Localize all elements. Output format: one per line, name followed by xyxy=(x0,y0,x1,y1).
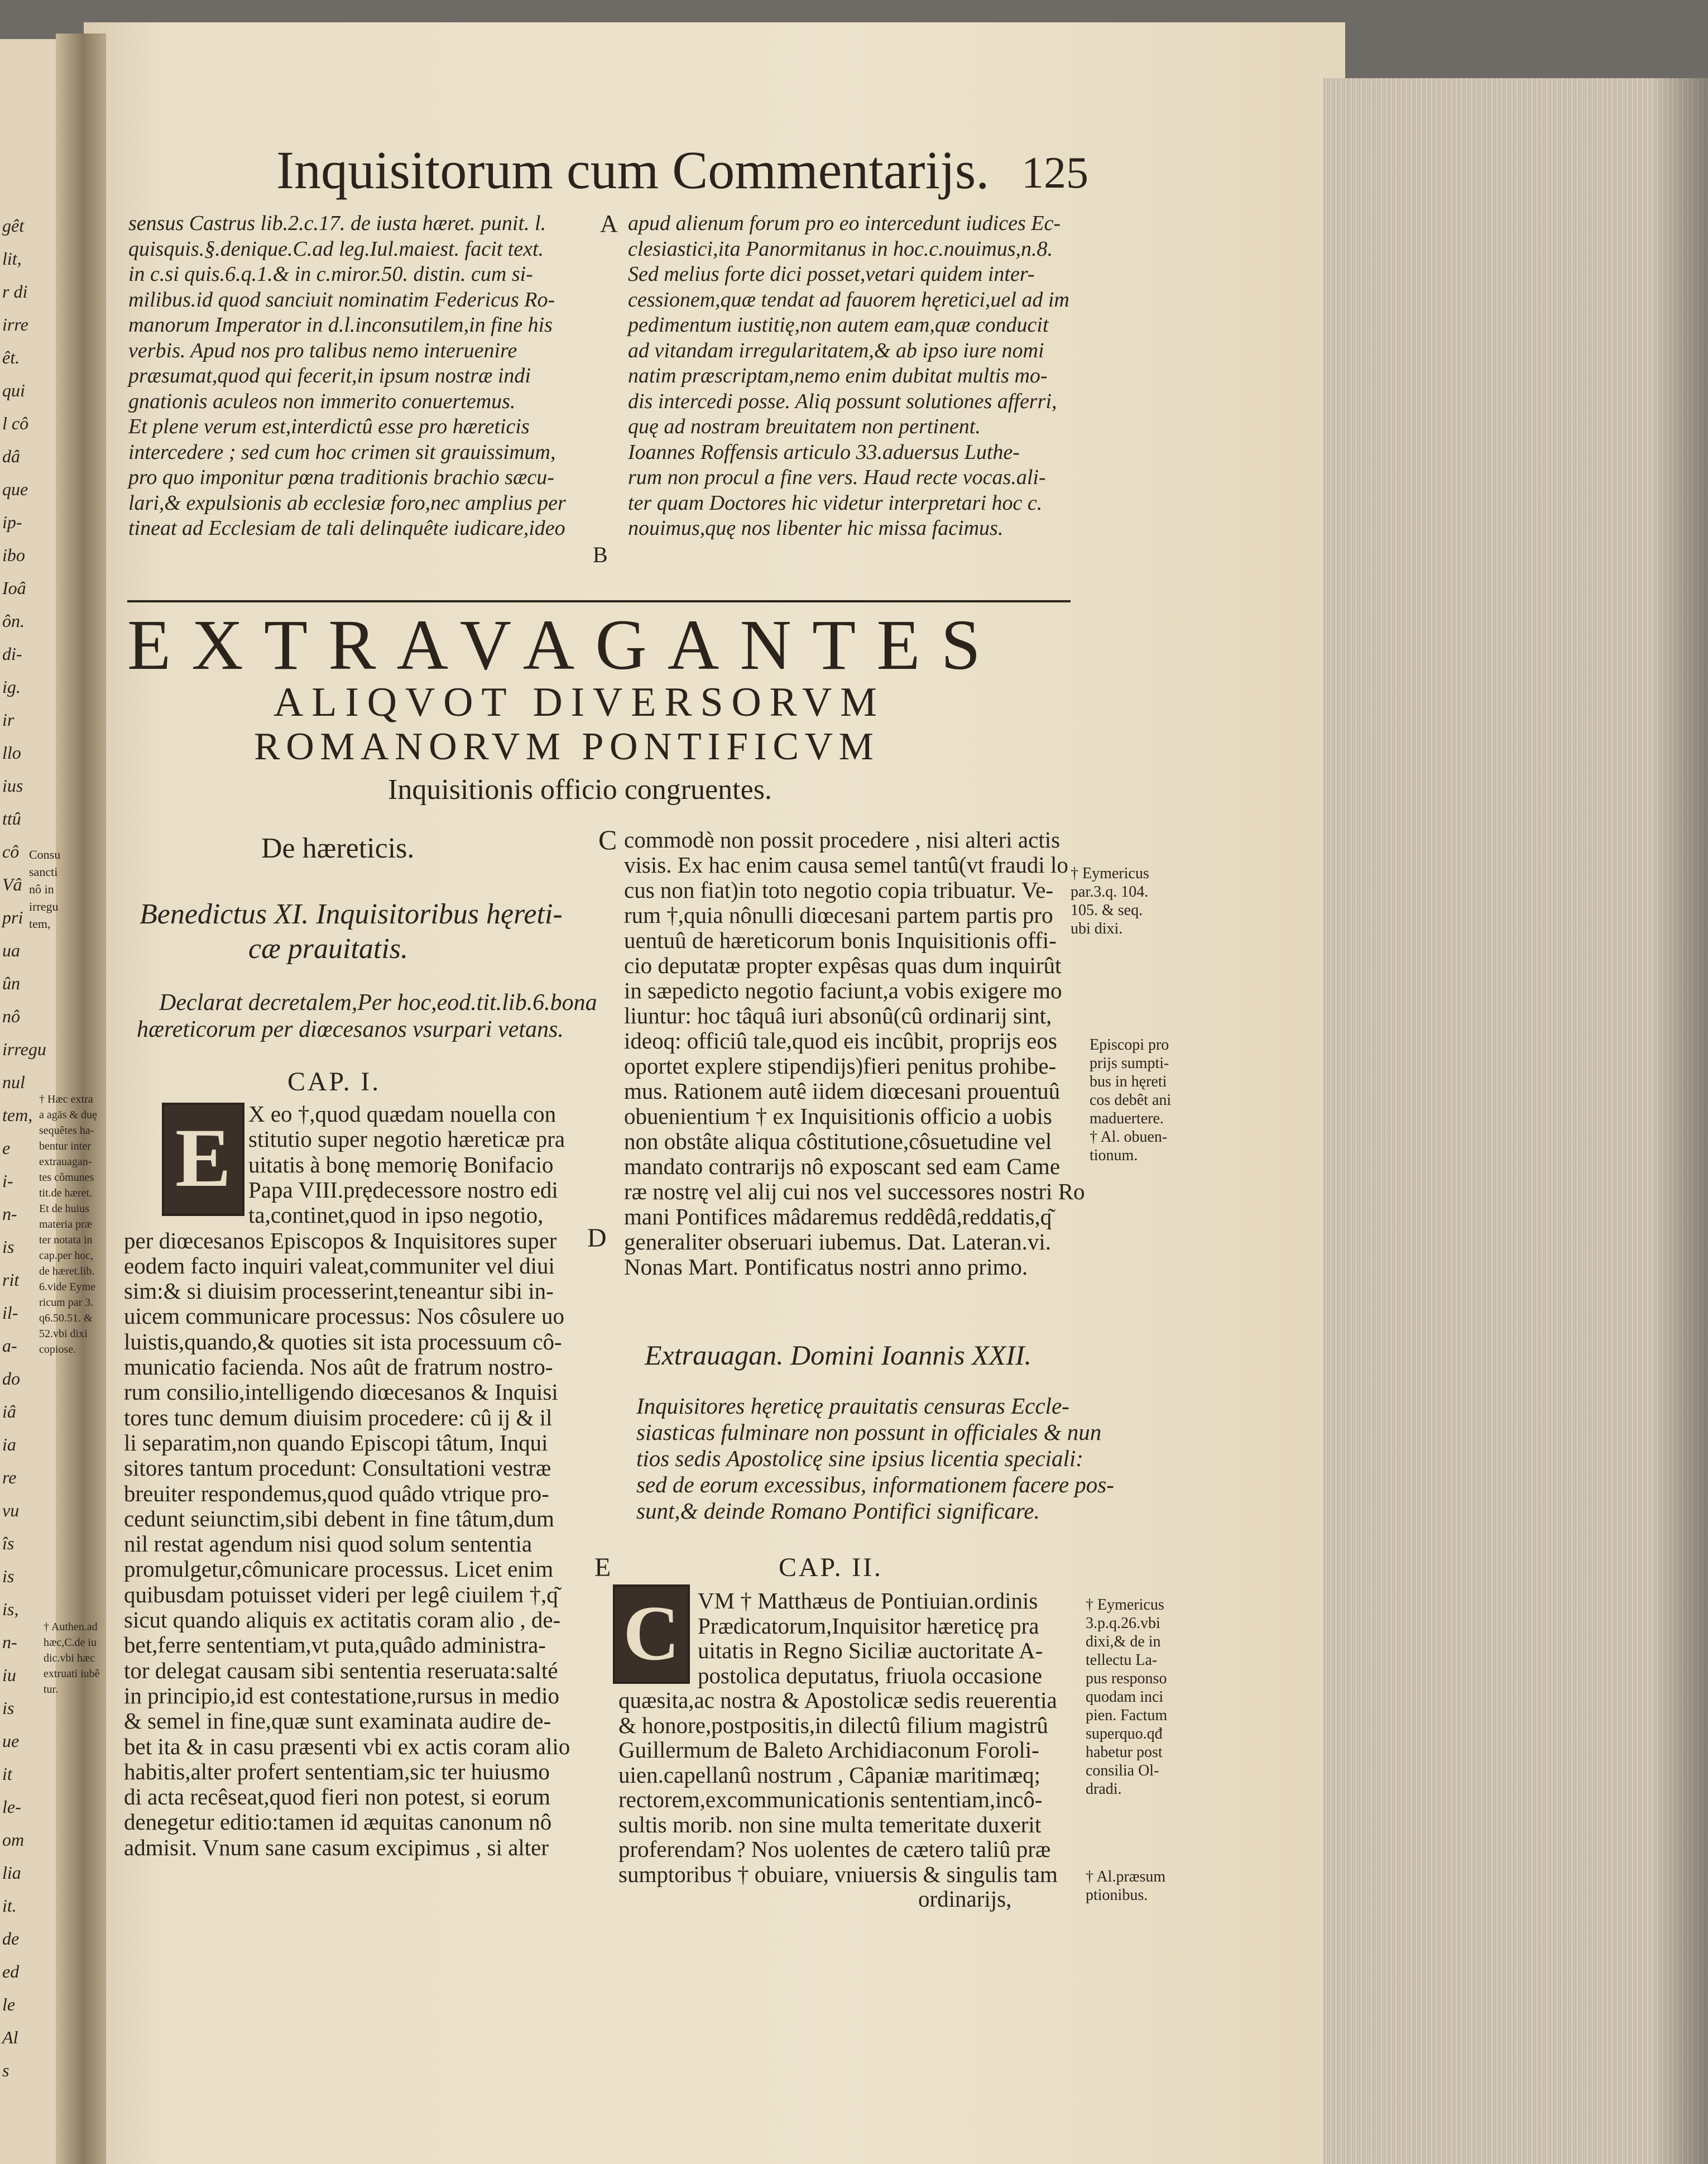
summary-line-2: hæreticorum per diœcesanos vsurpari vetans. xyxy=(137,1017,564,1042)
body-line: sitores tantum procedunt: Consultationi vestræ xyxy=(124,1455,551,1481)
margin-note-line: a agäs & duę xyxy=(39,1109,97,1121)
body-line: stitutio super negotio hæreticæ pra xyxy=(248,1126,565,1152)
left-page-fragment: iu xyxy=(2,1665,16,1685)
body-line: uitatis in Regno Siciliæ auctoritate A- xyxy=(698,1638,1043,1663)
left-page-fragment: rit xyxy=(2,1270,20,1290)
top-right-line: pedimentum iustitię,non autem eam,quæ conducit xyxy=(628,313,1049,337)
top-right-line: Sed melius forte dici posset,vetari quidem inter- xyxy=(628,262,1035,286)
margin-note-line: cap.per hoc, xyxy=(39,1249,94,1262)
margin-note-line: consilia Ol- xyxy=(1086,1762,1159,1779)
body-line: Prædicatorum,Inquisitor hæreticę pra xyxy=(698,1612,1039,1639)
left-page-fragment: nô xyxy=(2,1006,20,1026)
margin-note-line: tit.de hæret. xyxy=(39,1187,92,1199)
body-line: mandato contrarijs nô exposcant sed eam Came xyxy=(624,1153,1061,1179)
left-page-fragment: ia xyxy=(2,1434,16,1454)
body-line: li separatim,non quando Episcopi tâtum, Inqui xyxy=(124,1429,548,1456)
top-left-line: verbis. Apud nos pro talibus nemo interuenire xyxy=(128,338,517,362)
top-right-line: ter quam Doctores hic videtur interpretari hoc c. xyxy=(628,491,1043,515)
decorated-initial-e: E xyxy=(162,1103,244,1216)
top-left-line: sensus Castrus lib.2.c.17. de iusta hæret. punit. l. xyxy=(128,212,546,235)
top-left-line: tineat ad Ecclesiam de tali delinquête iudicare,ideo xyxy=(128,516,565,540)
top-left-line: præsumat,quod qui fecerit,in ipsum nostræ indi xyxy=(128,364,531,387)
body-line: eodem facto inquiri valeat,communiter vel diui xyxy=(124,1252,555,1279)
left-page-fragment: om xyxy=(2,1830,25,1850)
summary-line: tios sedis Apostolicę sine ipsius licentia speciali: xyxy=(636,1445,1083,1471)
margin-note-line: 105. & seq. xyxy=(1071,902,1143,919)
margin-note-line: ricum par 3. xyxy=(39,1296,94,1309)
body-line: ræ nostrę vel alij cui nos vel successores nostri Ro xyxy=(624,1179,1085,1204)
top-right-line: cessionem,quæ tendat ad fauorem hęretici,uel ad im xyxy=(628,288,1069,312)
heading-line-3: ROMANORVM PONTIFICVM xyxy=(254,725,880,768)
chapter-heading-1: CAP. I. xyxy=(287,1067,381,1097)
marker-d: D xyxy=(587,1223,607,1253)
body-line: generaliter obseruari iubemus. Dat. Lateran.vi. xyxy=(624,1229,1052,1255)
body-line: nil restat agendum nisi quod solum sententia xyxy=(124,1531,532,1557)
left-page-fragment: ip- xyxy=(2,512,22,532)
summary-line-1: Declarat decretalem,Per hoc,eod.tit.lib.6.bona xyxy=(159,990,597,1016)
heading-line-2: ALIQVOT DIVERSORVM xyxy=(274,679,885,725)
summary-line: sed de eorum excessibus, informationem facere pos- xyxy=(636,1472,1114,1497)
summary-line: Inquisitores hęreticę prauitatis censuras Eccle- xyxy=(636,1393,1069,1419)
margin-note-line: tur. xyxy=(44,1683,59,1696)
left-page-fragment: gêt xyxy=(2,216,25,236)
margin-note-line: ter notata in xyxy=(39,1234,93,1246)
body-line: cio deputatæ propter expêsas quas dum inquirût xyxy=(624,952,1062,978)
body-line: tores tunc demum diuisim procedere: cû ij & il xyxy=(124,1404,553,1430)
margin-note-line: par.3.q. 104. xyxy=(1071,883,1149,901)
page-number: 125 xyxy=(1021,149,1088,198)
body-line: promulgetur,cômunicare processus. Licet enim xyxy=(124,1556,554,1582)
left-page-fragment: nul xyxy=(2,1072,25,1092)
body-line: & honore,postpositis,in dilectû filium magistrû xyxy=(618,1712,1048,1738)
left-page-fragment: is xyxy=(2,1237,15,1257)
top-right-line: Ioannes Roffensis articulo 33.aduersus Luthe- xyxy=(628,440,1020,464)
left-page-fragment: Vâ xyxy=(2,874,22,894)
summary-line: sunt,& deinde Romano Pontifici significare. xyxy=(636,1498,1040,1524)
margin-note-line: sequêtes ha- xyxy=(39,1124,94,1137)
margin-note-line: maduertere. xyxy=(1090,1110,1164,1127)
body-line: rectorem,excommunicationis sententiam,incô- xyxy=(618,1787,1043,1812)
summary-line: siasticas fulminare non possunt in officiales & nun xyxy=(636,1419,1102,1445)
left-page-fragment: Al xyxy=(2,2027,18,2047)
left-page-fragment: lia xyxy=(2,1863,21,1883)
heading-rule xyxy=(127,600,1071,602)
body-line: sicut quando aliquis ex actitatis coram alio , de- xyxy=(124,1607,561,1632)
margin-note-line: quodam inci xyxy=(1086,1688,1164,1706)
section-title: De hæreticis. xyxy=(261,832,415,864)
margin-note-line: 52.vbi dixi xyxy=(39,1328,88,1340)
body-line: commodè non possit procedere , nisi alteri actis xyxy=(624,827,1061,853)
left-page-fragment: ttû xyxy=(2,808,21,829)
body-line: uicem communicare processus: Nos côsulere uo xyxy=(124,1303,565,1329)
margin-note-line: 6.vide Eyme xyxy=(39,1281,96,1293)
left-page-fragment: tem, xyxy=(2,1105,33,1125)
left-page-fragment: pri xyxy=(2,907,23,927)
body-line: di acta recêseat,quod fieri non potest, si eorum xyxy=(124,1784,550,1810)
top-left-line: Et plene verum est,interdictû esse pro hæreticis xyxy=(128,415,530,438)
margin-note-line: † Eymericus xyxy=(1086,1596,1164,1614)
margin-note-line: tes cômunes xyxy=(39,1171,94,1184)
left-page-fragment: ius xyxy=(2,775,23,796)
body-line: municatio facienda. Nos aût de fratrum nostro- xyxy=(124,1354,553,1380)
margin-note-line: extrauagan- xyxy=(39,1156,92,1168)
body-line: rum †,quia nônulli diœcesani partem partis pro xyxy=(624,902,1053,928)
left-page-fragment: ir xyxy=(2,710,15,730)
body-line: denegetur editio:tamen id æquitas canonum nô xyxy=(124,1809,552,1835)
top-left-line: gnationis aculeos non immerito conuertemus. xyxy=(128,389,516,413)
left-page-fragment: que xyxy=(2,479,28,499)
page-stack-edge xyxy=(1323,78,1708,2164)
margin-note-line: dixi,& de in xyxy=(1086,1633,1161,1650)
top-left-line: intercedere ; sed cum hoc crimen sit grauissimum, xyxy=(128,440,556,464)
marker-e: E xyxy=(594,1553,611,1582)
left-page-fragment: Ioâ xyxy=(2,578,26,598)
margin-note-line: tellectu La- xyxy=(1086,1651,1158,1669)
left-page-fragment: cô xyxy=(2,841,20,861)
margin-note-line: † Al. obuen- xyxy=(1090,1128,1168,1146)
margin-note-line: dic.vbi hæc xyxy=(44,1652,95,1664)
body-line: postolica deputatus, friuola occasione xyxy=(698,1662,1043,1688)
top-left-line: quisquis.§.denique.C.ad leg.Iul.maiest. facit text. xyxy=(128,237,544,261)
left-page-fragment: l cô xyxy=(2,413,29,433)
top-left-line: pro quo imponitur pœna traditionis brachio sæcu- xyxy=(128,466,554,489)
rubric-line-2: cæ prauitatis. xyxy=(248,933,409,965)
body-line: VM † Matthæus de Pontiuian.ordinis xyxy=(698,1588,1038,1614)
margin-note-line: bentur inter xyxy=(39,1140,91,1152)
top-right-line: dis intercedi posse. Aliq possunt solutiones afferri, xyxy=(628,389,1057,413)
margin-note-line: habetur post xyxy=(1086,1744,1163,1761)
left-page-fragment: llo xyxy=(2,743,21,763)
top-right-line: quę ad nostram breuitatem non pertinent. xyxy=(628,415,981,438)
left-page-fragment: re xyxy=(2,1467,17,1487)
body-line: proferendam? Nos uolentes de cætero taliû præ xyxy=(618,1836,1051,1862)
body-line: bet ita & in casu præsenti vbi ex actis coram alio xyxy=(124,1733,570,1759)
left-page-fragment: is xyxy=(2,1566,15,1586)
body-line: luistis,quando,& quoties sit ista processuum cô- xyxy=(124,1328,562,1354)
top-right-line: nouimus,quę nos libenter hic missa facimus. xyxy=(628,516,1004,540)
body-line: uentuû de hæreticorum bonis Inquisitionis offi- xyxy=(624,927,1057,953)
body-line: uitatis à bonę memorię Bonifacio xyxy=(248,1151,554,1177)
body-line: X eo †,quod quædam nouella con xyxy=(248,1101,556,1127)
margin-note-line: tionum. xyxy=(1090,1147,1138,1164)
left-page-fragment: irregu xyxy=(2,1039,46,1059)
left-page-fragment: a- xyxy=(2,1335,17,1356)
body-line: breuiter respondemus,quod quâdo vtrique pro- xyxy=(124,1480,549,1506)
body-line: oportet explere stipendijs)fieri penitus prohibe- xyxy=(624,1053,1057,1079)
margin-note-line: extruati iubê xyxy=(44,1668,100,1680)
margin-note-line: de hæret.lib. xyxy=(39,1265,95,1277)
body-line: Guillermum de Baleto Archidiaconum Foroli- xyxy=(618,1737,1039,1763)
margin-note-line: cos debêt ani xyxy=(1090,1091,1172,1109)
body-line: ordinarijs, xyxy=(918,1886,1012,1912)
margin-note-line: dradi. xyxy=(1086,1780,1122,1798)
body-line: obuenientium † ex Inquisitionis officio a uobis xyxy=(624,1103,1052,1129)
decorated-initial-c: C xyxy=(613,1584,690,1684)
top-right-line: rum non procul a fine vers. Haud recte vocas.ali- xyxy=(628,466,1046,489)
rubric-right: Extrauagan. Domini Ioannis XXII. xyxy=(645,1339,1031,1371)
margin-note-line: ubi dixi. xyxy=(1071,920,1123,937)
margin-note-line: irregu xyxy=(29,899,59,913)
margin-note-line: † Eymericus xyxy=(1071,865,1149,882)
margin-note-line: bus in hęreti xyxy=(1090,1073,1167,1090)
body-line: cedunt seiunctim,sibi debent in fine tâtum,dum xyxy=(124,1505,554,1531)
top-left-line: in c.si quis.6.q.1.& in c.miror.50. distin. cum si- xyxy=(128,262,533,286)
left-page-fragment: qui xyxy=(2,380,25,400)
left-page-fragment: ua xyxy=(2,940,20,960)
left-page-fragment: le- xyxy=(2,1797,21,1817)
marker-b: B xyxy=(593,542,608,567)
margin-note-line: nô in xyxy=(29,882,54,896)
body-line: Nonas Mart. Pontificatus nostri anno primo. xyxy=(624,1254,1028,1280)
left-page-fragment: is, xyxy=(2,1599,19,1619)
margin-note-line: sancti xyxy=(29,865,58,879)
left-page-fragment: ed xyxy=(2,1961,20,1981)
body-line: sumptoribus † obuiare, vniuersis & singulis tam xyxy=(618,1861,1058,1887)
left-page-fragment: n- xyxy=(2,1204,17,1224)
left-page-fragment: lit, xyxy=(2,248,22,269)
body-line: visis. Ex hac enim causa semel tantû(vt fraudi lo xyxy=(624,852,1068,878)
left-page-fragment: vu xyxy=(2,1500,20,1520)
left-page-fragment: ig. xyxy=(2,677,21,697)
body-line: liuntur: hoc tâquâ iuri absonû(cû ordinarij sint, xyxy=(624,1003,1052,1028)
body-line: mani Pontifices mâdaremus reddêdâ,reddatis,q͂ xyxy=(624,1204,1052,1229)
body-line: Papa VIII.prędecessore nostro edi xyxy=(248,1176,558,1203)
heading-line-4: Inquisitionis officio congruentes. xyxy=(388,774,772,806)
margin-note-line: Et de huius xyxy=(39,1203,89,1215)
left-page-fragment: ôn. xyxy=(2,611,25,631)
left-page-fragment: s xyxy=(2,2060,9,2080)
edge-shadow xyxy=(1652,78,1708,2164)
body-line: in principio,id est contestatione,rursus in medio xyxy=(124,1682,560,1708)
top-right-line: clesiastici,ita Panormitanus in hoc.c.nouimus,n.8. xyxy=(628,237,1053,261)
top-left-line: milibus.id quod sanciuit nominatim Federicus Ro- xyxy=(128,288,555,312)
top-left-line: manorum Imperator in d.l.inconsutilem,in fine his xyxy=(128,313,553,337)
margin-note-line: copiose. xyxy=(39,1343,76,1356)
margin-note-line: materia præ xyxy=(39,1218,92,1231)
margin-note-line: † Authen.ad xyxy=(44,1621,98,1633)
body-line: cus non fiat)in toto negotio copia tribuatur. Ve- xyxy=(624,877,1053,903)
top-left-line: lari,& expulsionis ab ecclesiæ foro,nec amplius per xyxy=(128,491,566,515)
left-page-fragment: de xyxy=(2,1928,20,1948)
body-line: sim:& si diuisim processerint,teneantur sibi in- xyxy=(124,1278,554,1304)
heading-line-1: EXTRAVAGANTES xyxy=(127,605,1001,684)
top-right-line: apud alienum forum pro eo intercedunt iudices Ec- xyxy=(628,212,1061,235)
body-line: habitis,alter profert sententiam,sic ter huiusmo xyxy=(124,1758,550,1784)
margin-note-line: 3.p.q.26.vbi xyxy=(1086,1615,1160,1632)
margin-note-line: pien. Factum xyxy=(1086,1707,1168,1724)
margin-note-line: q6.50.51. & xyxy=(39,1312,93,1324)
body-line: & semel in fine,quæ sunt examinata audire de- xyxy=(124,1708,551,1734)
left-page-fragment: e xyxy=(2,1138,11,1158)
rubric-line-1: Benedictus XI. Inquisitoribus hęreti- xyxy=(140,898,563,930)
body-line: in sæpedicto negotio faciunt,a vobis exigere mo xyxy=(624,978,1062,1003)
body-line: mus. Rationem autê iidem diœcesani prouentuû xyxy=(624,1078,1061,1104)
left-page-fragment: is xyxy=(2,1698,15,1718)
left-page-fragment: i- xyxy=(2,1171,13,1191)
body-line: tor delegat causam sibi sententia reseruata:salté xyxy=(124,1657,558,1683)
body-line: admisit. Vnum sane casum excipimus , si alter xyxy=(124,1834,549,1860)
body-line: quæsita,ac nostra & Apostolicæ sedis reuerentia xyxy=(618,1687,1057,1713)
left-page-fragment: do xyxy=(2,1368,20,1389)
margin-note-line: † Al.præsum xyxy=(1086,1868,1166,1885)
body-line: uien.capellanû nostrum , Câpaniæ maritimæq; xyxy=(618,1761,1041,1788)
running-title: Inquisitorum cum Commentarijs. xyxy=(276,140,990,200)
body-line: sultis morib. non sine multa temeritate duxerit xyxy=(618,1811,1042,1837)
left-page-fragment: ue xyxy=(2,1731,20,1751)
margin-note-line: prijs sumpti- xyxy=(1090,1055,1169,1072)
body-line: non obstâte aliqua côstitutione,côsuetudine vel xyxy=(624,1128,1052,1154)
left-page-fragment: n- xyxy=(2,1632,17,1652)
left-page-fragment: r di xyxy=(2,281,28,301)
left-page-fragment: êt. xyxy=(2,347,20,367)
top-right-line: ad vitandam irregularitatem,& ab ipso iure nomi xyxy=(628,338,1044,362)
margin-note-line: superquo.qđ xyxy=(1086,1725,1163,1742)
margin-note-line: pus responso xyxy=(1086,1670,1167,1687)
top-right-line: natim præscriptam,nemo enim dubitat multis mo- xyxy=(628,364,1048,387)
body-line: per diœcesanos Episcopos & Inquisitores super xyxy=(124,1227,557,1253)
left-page-fragment: dâ xyxy=(2,446,20,466)
body-line: rum consilio,intelligendo diœcesanos & Inquisi xyxy=(124,1379,558,1405)
body-line: bet,ferre sententiam,vt puta,quâdo administra- xyxy=(124,1632,546,1658)
left-page-fragment: iâ xyxy=(2,1401,16,1421)
margin-note-line: Episcopi pro xyxy=(1090,1036,1169,1054)
margin-note-line: Consu xyxy=(29,848,61,861)
body-line: quibusdam potuisset videri per legê ciuilem †,q͂ xyxy=(124,1581,558,1607)
margin-note-line: tem, xyxy=(29,917,51,931)
margin-note-line: ptionibus. xyxy=(1086,1887,1148,1904)
left-page-fragment: irre xyxy=(2,314,28,334)
left-page-fragment: ûn xyxy=(2,973,20,993)
margin-note-line: hæc,C.de iu xyxy=(44,1636,97,1649)
marker-c: C xyxy=(598,824,617,855)
margin-note-line: † Hæc extra xyxy=(39,1093,93,1105)
left-page-fragment: îs xyxy=(2,1533,15,1553)
left-page-fragment: ibo xyxy=(2,545,25,565)
left-page-fragment: it xyxy=(2,1764,12,1784)
left-page-fragment: le xyxy=(2,1994,16,2014)
body-line: ta,continet,quod in ipso negotio, xyxy=(248,1202,544,1228)
body-line: ideoq: officiû tale,quod eis incûbit, proprijs eos xyxy=(624,1028,1057,1054)
left-page-fragment: il- xyxy=(2,1303,18,1323)
left-page-fragment: di- xyxy=(2,644,22,664)
left-page-fragment: it. xyxy=(2,1895,17,1916)
marker-a: A xyxy=(600,210,618,237)
chapter-heading-2: CAP. II. xyxy=(779,1553,883,1582)
